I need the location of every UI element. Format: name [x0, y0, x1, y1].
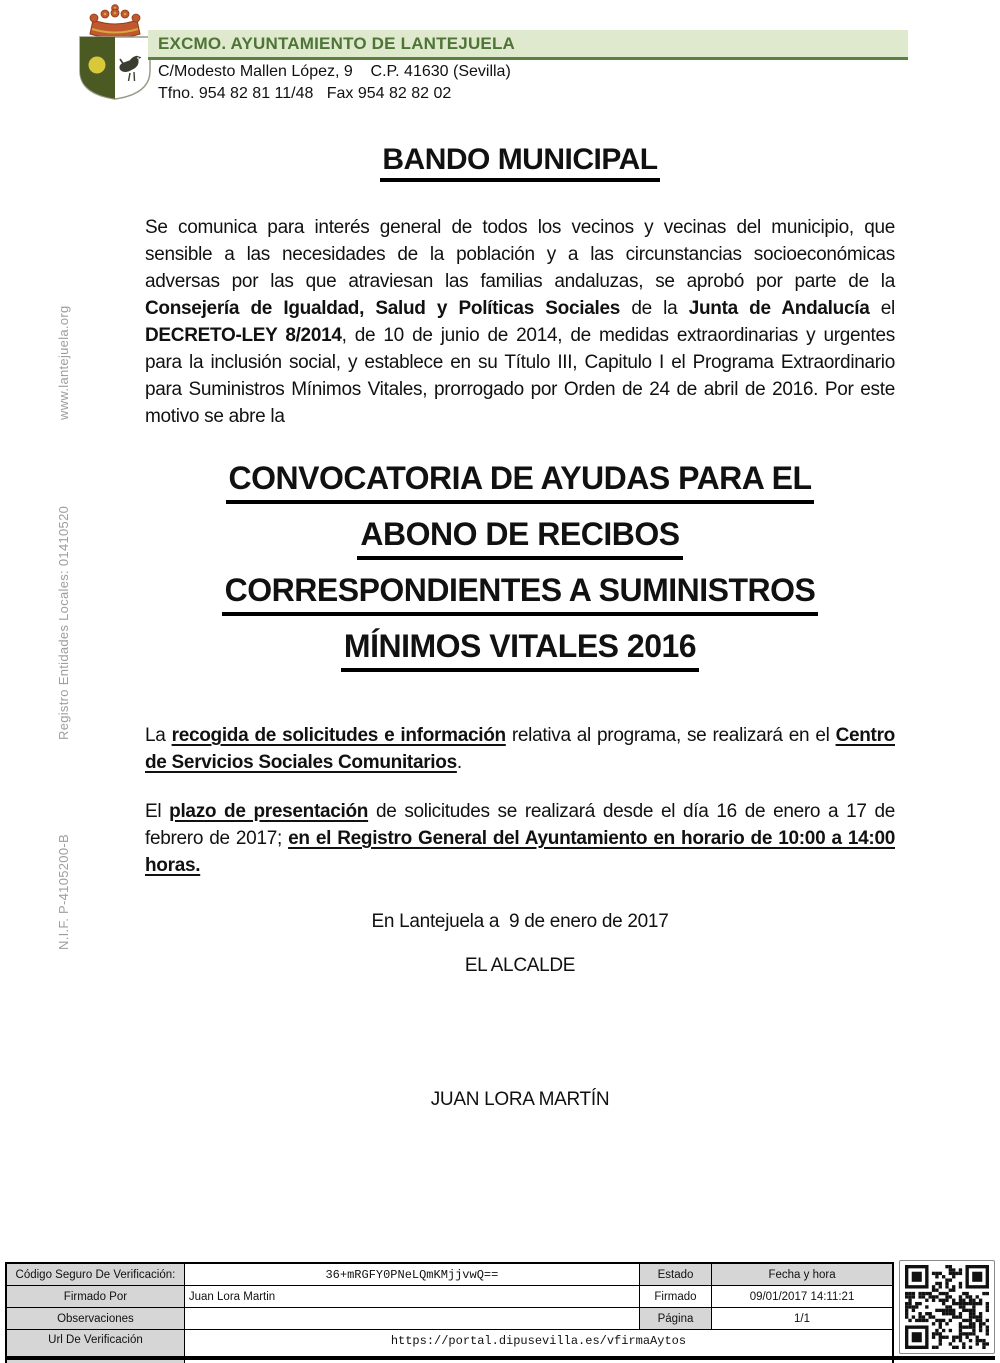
qr-box — [899, 1260, 995, 1354]
verification-table — [5, 1262, 894, 1363]
url-value: https://portal.dipusevilla.es/vfirmaAytos — [184, 1330, 893, 1363]
firmado-value: Juan Lora Martin — [184, 1286, 639, 1308]
signer-name: JUAN LORA MARTÍN — [430, 1089, 610, 1110]
fecha-value: 09/01/2017 14:11:21 — [712, 1286, 893, 1308]
qr-code-icon — [905, 1265, 989, 1349]
observaciones-label: Observaciones — [6, 1308, 184, 1330]
coat-of-arms-icon — [74, 3, 156, 101]
letterhead — [148, 30, 908, 104]
table-row — [6, 1263, 893, 1286]
csv-label: Código Seguro De Verificación: — [6, 1263, 184, 1286]
convocatoria-heading: CONVOCATORIA DE AYUDAS PARA EL ABONO DE RECIBOS CORRESPONDIENTES A SUMINISTROS MÍNIMOS VITALES 2016 — [145, 456, 895, 680]
fecha-label: Fecha y hora — [712, 1263, 893, 1286]
page-bottom-rule — [5, 1356, 995, 1360]
document-body — [145, 140, 895, 1111]
table-row — [6, 1308, 893, 1330]
observaciones-value — [184, 1308, 639, 1330]
sun-circle-icon — [89, 57, 106, 74]
signer-title: EL ALCALDE — [464, 955, 576, 976]
sidebar-registro: Registro Entidades Locales: 01410520 — [56, 505, 71, 740]
org-name: EXCMO. AYUNTAMIENTO DE LANTEJUELA — [158, 34, 516, 53]
crown-icon — [90, 5, 140, 38]
signature-footer — [5, 1260, 995, 1354]
phone-fax-line: Tfno. 954 82 81 11/48 Fax 954 82 82 02 — [158, 85, 452, 102]
intro-paragraph: Se comunica para interés general de todos los vecinos y vecinas del municipio, que sensible a las necesidades de la población y a las circunstancias socioeconómicas adversas por las que atraviesan las familias andaluzas, se aprobó por parte de la Consejería de Igualdad, Salud y Políticas Sociales de la Junta de Andalucía el DECRETO-LEY 8/2014, de 10 de junio de 2014, de medidas extraordinarias y urgentes para la inclusión social, y establece en su Título III, Capitulo I el Programa Extraordinario para Suministros Mínimos Vitales, prorrogado por Orden de 24 de abril de 2016. Por este motivo se abre la — [145, 217, 896, 427]
pagina-label: Página — [639, 1308, 711, 1330]
plazo-paragraph: El plazo de presentación de solicitudes se realizará desde el día 16 de enero a 17 de febrero de 2017; en el Registro General del Ayuntamiento en horario de 10:00 a 14:00 horas. — [145, 801, 896, 876]
sidebar-website: www.lantejuela.org — [56, 305, 71, 420]
date-line: En Lantejuela a 9 de enero de 2017 — [371, 911, 669, 932]
document-title: BANDO MUNICIPAL — [145, 140, 895, 198]
url-label: Url De Verificación — [6, 1330, 184, 1363]
estado-label: Estado — [639, 1263, 711, 1286]
csv-value: 36+mRGFY0PNeLQmKMjjvwQ== — [184, 1263, 639, 1286]
org-name-bar — [148, 30, 908, 60]
sidebar-nif: N.I.F. P-4105200-B — [56, 834, 71, 950]
pagina-value: 1/1 — [712, 1308, 893, 1330]
shield-icon — [80, 37, 150, 99]
estado-value: Firmado — [639, 1286, 711, 1308]
recogida-paragraph: La recogida de solicitudes e información relativa al programa, se realizará en el Centro de Servicios Sociales Comunitarios. — [145, 725, 895, 773]
firmado-label: Firmado Por — [6, 1286, 184, 1308]
table-row — [6, 1286, 893, 1308]
address-line: C/Modesto Mallen López, 9 C.P. 41630 (Sevilla) — [158, 63, 511, 80]
